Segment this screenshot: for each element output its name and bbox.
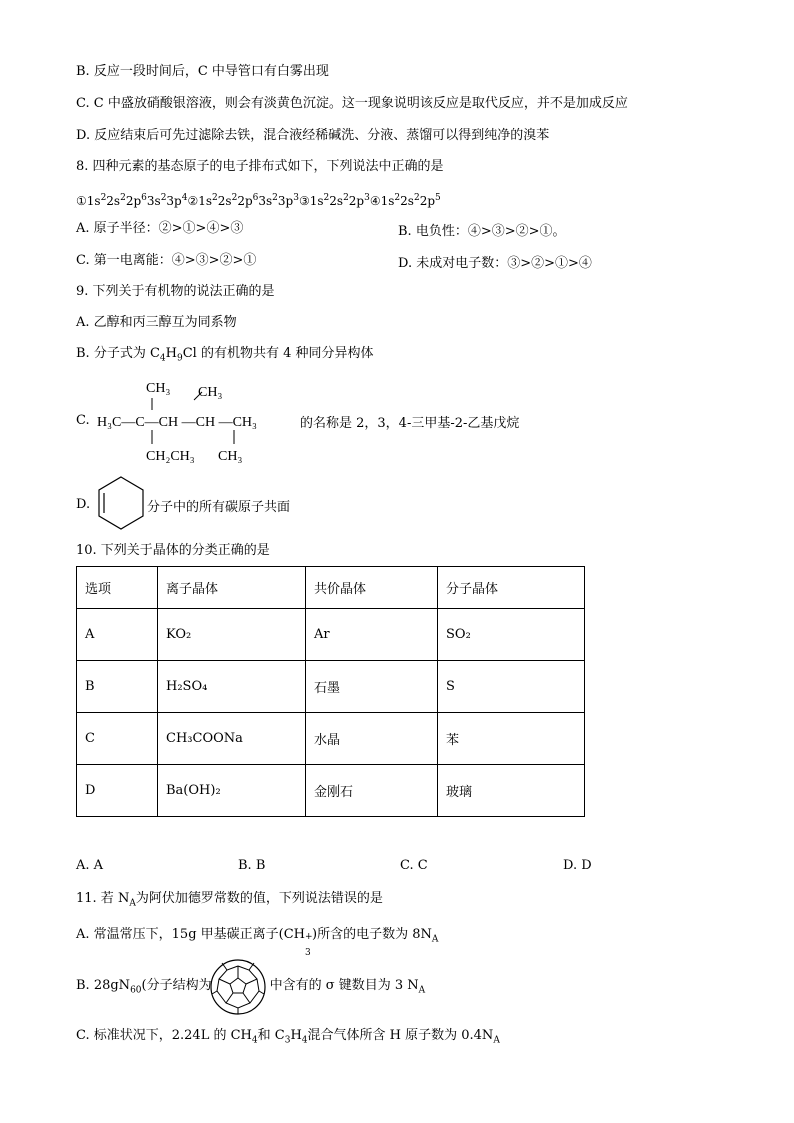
option-8d: D. 未成对电子数：③>②>①>④ <box>398 256 592 271</box>
table-cell: D <box>77 765 158 817</box>
table-cell: 水晶 <box>306 713 438 765</box>
structural-formula-9c <box>94 374 304 466</box>
electron-configs: $①1s^22s^22p^63s^23p^4②1s^22s^22p^63s^23p^3③1s^22s^22p^3④1s^22s^22p^5$ <box>76 193 441 208</box>
question-11-stem: 11. 若 $N_A$为阿伏加德罗常数的值，下列说法错误的是 <box>76 891 383 909</box>
table-cell: 玻璃 <box>438 765 585 817</box>
table-cell: C <box>77 713 158 765</box>
option-9a: A. 乙醇和丙三醇互为同系物 <box>76 315 237 330</box>
crystal-classification-table <box>76 566 585 817</box>
table-cell: B <box>77 661 158 713</box>
table-row <box>77 661 585 713</box>
option-9c-text: 的名称是 2，3，4-三甲基-2-乙基戊烷 <box>300 416 520 431</box>
option-7d: D. 反应结束后可先过滤除去铁，混合液经稀碱洗、分液、蒸馏可以得到纯净的溴苯 <box>76 128 550 143</box>
table-cell: 石墨 <box>306 661 438 713</box>
option-10a: A. A <box>76 858 104 873</box>
option-11b: B. $28gN_{60}$(分子结构为 中含有的 σ 键数目为 3 $N_A$ <box>76 978 426 996</box>
table-cell: A <box>77 609 158 661</box>
option-11a: A. 常温常压下，15g 甲基碳正离子(CH + 3 )所含的电子数为 $8N_A$ <box>76 927 439 958</box>
main-chain: H₃C—C—CH —CH —CH₃ <box>97 415 257 430</box>
option-9d-label: D. <box>76 497 91 512</box>
question-8-stem: 8. 四种元素的基态原子的电子排布式如下，下列说法中正确的是 <box>76 159 444 174</box>
option-9c-label: C. <box>76 413 90 428</box>
methyl-top-1: CH₃ <box>146 381 171 396</box>
table-cell: KO₂ <box>158 609 306 661</box>
table-cell: Ar <box>306 609 438 661</box>
option-8a: A. 原子半径：②>①>④>③ <box>76 221 244 236</box>
table-cell: 苯 <box>438 713 585 765</box>
option-7c: C. C 中盛放硝酸银溶液，则会有淡黄色沉淀。这一现象说明该反应是取代反应，并不是加成反应 <box>76 96 628 111</box>
table-cell: 金刚石 <box>306 765 438 817</box>
option-8b: B. 电负性：④>③>②>①。 <box>398 224 566 239</box>
table-header: 离子晶体 <box>158 567 306 609</box>
table-cell: H₂SO₄ <box>158 661 306 713</box>
cyclohexene-structure <box>95 473 147 533</box>
option-8c: C. 第一电离能：④>③>②>① <box>76 253 257 268</box>
table-cell: Ba(OH)₂ <box>158 765 306 817</box>
ethyl-group: CH₂CH₃ <box>146 449 195 464</box>
table-row <box>77 609 585 661</box>
table-header-row <box>77 567 585 609</box>
question-9-stem: 9. 下列关于有机物的说法正确的是 <box>76 284 275 299</box>
option-9b: B. 分子式为 $C_4H_9Cl$ 的有机物共有 4 种同分异构体 <box>76 346 374 364</box>
table-row <box>77 713 585 765</box>
table-header: 共价晶体 <box>306 567 438 609</box>
table-header: 分子晶体 <box>438 567 585 609</box>
option-10d: D. D <box>563 858 592 873</box>
table-cell: CH₃COONa <box>158 713 306 765</box>
table-header: 选项 <box>77 567 158 609</box>
option-10c: C. C <box>400 858 428 873</box>
question-10-stem: 10. 下列关于晶体的分类正确的是 <box>76 543 270 558</box>
table-cell: S <box>438 661 585 713</box>
table-cell: SO₂ <box>438 609 585 661</box>
fullerene-structure <box>208 958 268 1016</box>
methyl-bottom: CH₃ <box>218 449 243 464</box>
table-row <box>77 765 585 817</box>
option-11c: C. 标准状况下，2.24L 的 $CH_4$和 $C_3H_4$混合气体所含 H 原子数为 $0.4N_A$ <box>76 1028 500 1046</box>
option-9d-text: 分子中的所有碳原子共面 <box>147 500 291 515</box>
option-10b: B. B <box>238 858 266 873</box>
option-7b: B. 反应一段时间后，C 中导管口有白雾出现 <box>76 64 329 79</box>
methyl-top-2: CH₃ <box>198 385 223 400</box>
